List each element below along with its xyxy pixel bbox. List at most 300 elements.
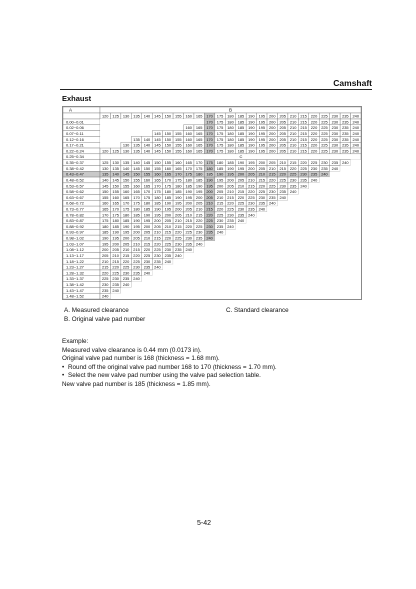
pad-value: 215 [195, 212, 203, 218]
range-label: 0.25~0.34 [66, 154, 84, 160]
pad-value: 225 [185, 229, 192, 235]
pad-value: 145 [143, 160, 151, 166]
pad-value: 240 [248, 212, 255, 218]
empty-cell [330, 241, 340, 247]
range-label: 0.22~0.24 [66, 148, 84, 154]
empty-cell [288, 287, 298, 293]
legend-right [226, 307, 289, 316]
empty-cell [288, 229, 298, 235]
pad-value: 185 [237, 125, 245, 131]
pad-value: 210 [143, 235, 151, 241]
pad-value: 205 [279, 136, 286, 142]
pad-value: 190 [112, 229, 119, 235]
pad-value: 205 [279, 142, 286, 148]
pad-value: 205 [143, 229, 151, 235]
pad-value: 190 [216, 171, 224, 177]
pad-value: 200 [248, 165, 255, 171]
pad-value: 170 [206, 131, 213, 137]
pad-value: 170 [143, 189, 151, 195]
pad-value: 170 [185, 165, 192, 171]
pad-value: 235 [289, 183, 297, 189]
pad-value: 125 [112, 148, 119, 154]
header-title: Camshaft [333, 78, 372, 88]
pad-value: 175 [216, 131, 224, 137]
pad-value: 180 [154, 194, 161, 200]
pad-value: 135 [133, 148, 140, 154]
empty-cell [204, 287, 214, 293]
pad-value: 180 [195, 171, 203, 177]
pad-value: 220 [112, 264, 119, 270]
pad-value: 185 [237, 131, 245, 137]
pad-value: 225 [321, 131, 328, 137]
empty-cell [340, 200, 350, 206]
empty-cell [288, 264, 298, 270]
pad-value: 220 [310, 131, 318, 137]
empty-cell [257, 241, 267, 247]
empty-cell [330, 282, 340, 288]
legend-b: B. Original valve pad number [64, 315, 146, 323]
empty-cell [225, 258, 235, 264]
pad-value: 235 [310, 171, 318, 177]
empty-cell [236, 229, 246, 235]
pad-header-label: 135 [133, 113, 140, 119]
empty-cell [340, 241, 350, 247]
pad-value: 160 [185, 142, 192, 148]
empty-cell [110, 136, 120, 142]
empty-cell [319, 212, 329, 218]
empty-cell [184, 253, 194, 259]
pad-value: 185 [237, 136, 245, 142]
range-label: 0.00~0.01 [66, 119, 84, 125]
empty-cell [319, 206, 329, 212]
empty-cell [267, 253, 277, 259]
empty-cell [100, 142, 110, 148]
pad-value: 130 [122, 148, 130, 154]
range-label: 0.07~0.11 [66, 131, 84, 137]
pad-value: 170 [206, 142, 213, 148]
pad-value: 210 [175, 218, 182, 224]
pad-header-label: 125 [112, 113, 119, 119]
empty-cell [288, 194, 298, 200]
pad-value: 240 [175, 252, 182, 258]
pad-value: 135 [122, 160, 130, 166]
empty-cell [330, 287, 340, 293]
range-label: 1.18~1.22 [66, 258, 84, 264]
pad-value: 205 [279, 131, 286, 137]
pad-value: 235 [279, 189, 286, 195]
empty-cell [351, 218, 361, 224]
pad-value: 185 [227, 160, 234, 166]
pad-value: 175 [206, 160, 213, 166]
empty-cell [298, 247, 308, 253]
pad-value: 215 [248, 183, 255, 189]
pad-value: 205 [101, 252, 109, 258]
empty-cell [110, 131, 120, 137]
empty-cell [330, 270, 340, 276]
pad-value: 220 [258, 183, 266, 189]
pad-value: 235 [321, 165, 328, 171]
empty-cell [246, 258, 256, 264]
pad-value: 180 [143, 200, 151, 206]
empty-cell [277, 282, 287, 288]
pad-value: 215 [164, 229, 172, 235]
pad-header-label: 180 [227, 113, 234, 119]
pad-value: 230 [237, 206, 245, 212]
pad-value: 160 [164, 165, 172, 171]
empty-cell [225, 293, 235, 299]
pad-value: 180 [227, 125, 234, 131]
pad-value: 235 [175, 247, 182, 253]
pad-value: 210 [289, 148, 297, 154]
pad-value: 190 [248, 119, 255, 125]
pad-value: 225 [321, 125, 328, 131]
empty-cell [351, 160, 361, 166]
empty-cell [340, 224, 350, 230]
pad-value: 175 [216, 125, 224, 131]
pad-value: 230 [331, 131, 339, 137]
empty-cell [340, 253, 350, 259]
empty-cell [194, 270, 204, 276]
pad-header-label: 145 [154, 113, 161, 119]
corner-label-a: A [69, 107, 73, 113]
pad-value: 220 [279, 171, 286, 177]
empty-cell [131, 131, 141, 137]
range-label: 0.12~0.16 [66, 136, 84, 142]
empty-cell [340, 165, 350, 171]
pad-value: 215 [300, 131, 307, 137]
range-label: 0.48~0.52 [66, 177, 84, 183]
range-label: 0.83~0.87 [66, 218, 84, 224]
pad-value: 210 [122, 247, 130, 253]
pad-value: 235 [342, 131, 349, 137]
pad-value: 180 [164, 189, 172, 195]
pad-value: 175 [216, 136, 224, 142]
pad-value: 150 [112, 183, 119, 189]
empty-cell [163, 287, 173, 293]
pad-value: 170 [206, 119, 213, 125]
pad-value: 160 [154, 171, 161, 177]
empty-cell [298, 270, 308, 276]
range-label: 1.33~1.37 [66, 276, 84, 282]
empty-cell [257, 247, 267, 253]
pad-value: 165 [195, 125, 203, 131]
pad-value: 210 [289, 136, 297, 142]
pad-value: 235 [185, 241, 192, 247]
pad-value: 240 [331, 165, 339, 171]
empty-cell [131, 287, 141, 293]
empty-cell [225, 229, 235, 235]
pad-value: 230 [164, 247, 172, 253]
pad-value: 205 [122, 241, 130, 247]
pad-value: 155 [143, 171, 151, 177]
empty-cell [152, 125, 162, 131]
range-label: 0.58~0.62 [66, 189, 84, 195]
empty-cell [121, 119, 131, 125]
pad-value: 200 [269, 142, 276, 148]
empty-cell [309, 270, 319, 276]
pad-value: 125 [101, 160, 109, 166]
pad-value: 210 [248, 177, 255, 183]
empty-cell [298, 229, 308, 235]
empty-cell [184, 293, 194, 299]
pad-value: 235 [133, 270, 140, 276]
pad-header-label: 150 [164, 113, 172, 119]
pad-header-label: 240 [352, 113, 360, 119]
empty-cell [142, 119, 152, 125]
pad-value: 200 [206, 189, 213, 195]
pad-value: 155 [101, 194, 109, 200]
pad-value: 195 [237, 165, 245, 171]
pad-value: 175 [195, 165, 203, 171]
empty-cell [131, 293, 141, 299]
pad-value: 220 [237, 194, 245, 200]
empty-cell [246, 287, 256, 293]
pad-value: 235 [216, 223, 224, 229]
empty-cell [319, 183, 329, 189]
empty-cell [330, 189, 340, 195]
pad-value: 155 [175, 131, 182, 137]
empty-cell [152, 287, 162, 293]
empty-cell [204, 270, 214, 276]
empty-cell [288, 235, 298, 241]
empty-cell [277, 264, 287, 270]
empty-cell [340, 293, 350, 299]
empty-cell [330, 206, 340, 212]
pad-value: 230 [289, 177, 297, 183]
empty-cell [257, 212, 267, 218]
pad-value: 225 [321, 142, 328, 148]
range-label: 1.23~1.27 [66, 264, 84, 270]
empty-cell [267, 235, 277, 241]
pad-value: 160 [133, 183, 140, 189]
pad-value: 200 [143, 223, 151, 229]
pad-value: 230 [331, 148, 339, 154]
empty-cell [257, 229, 267, 235]
empty-cell [319, 218, 329, 224]
empty-cell [152, 276, 162, 282]
empty-cell [330, 183, 340, 189]
pad-value: 160 [175, 160, 182, 166]
empty-cell [277, 218, 287, 224]
pad-header-label: 220 [310, 113, 318, 119]
pad-value: 225 [300, 165, 307, 171]
empty-cell [309, 206, 319, 212]
pad-value: 150 [143, 165, 151, 171]
pad-value: 130 [101, 165, 109, 171]
empty-cell [236, 282, 246, 288]
pad-value: 200 [269, 148, 276, 154]
empty-cell [330, 253, 340, 259]
pad-value: 135 [101, 171, 109, 177]
empty-cell [131, 282, 141, 288]
pad-header-label: 205 [279, 113, 286, 119]
empty-cell [246, 247, 256, 253]
pad-value: 185 [195, 177, 203, 183]
pad-value: 230 [122, 270, 130, 276]
pad-value: 210 [154, 229, 161, 235]
empty-cell [309, 235, 319, 241]
empty-cell [173, 270, 183, 276]
range-label: 0.02~0.06 [66, 125, 84, 131]
pad-value: 190 [185, 189, 192, 195]
empty-cell [100, 136, 110, 142]
pad-value: 220 [269, 177, 276, 183]
pad-value: 155 [154, 165, 161, 171]
pad-value: 210 [279, 160, 286, 166]
pad-value: 170 [122, 200, 130, 206]
pad-value: 220 [310, 125, 318, 131]
empty-cell [309, 276, 319, 282]
pad-value: 175 [143, 194, 151, 200]
pad-value: 240 [352, 125, 360, 131]
empty-cell [257, 270, 267, 276]
empty-cell [309, 229, 319, 235]
pad-value: 215 [289, 160, 297, 166]
pad-value: 240 [112, 287, 119, 293]
pad-value: 230 [321, 160, 328, 166]
range-label: 0.63~0.67 [66, 194, 84, 200]
pad-value: 205 [279, 125, 286, 131]
pad-value: 210 [112, 252, 119, 258]
legend-c: C. Standard clearance [226, 307, 289, 314]
empty-cell [319, 264, 329, 270]
pad-value: 205 [258, 165, 266, 171]
empty-cell [309, 200, 319, 206]
empty-cell [340, 282, 350, 288]
empty-cell [309, 194, 319, 200]
pad-value: 205 [175, 212, 182, 218]
pad-header-label: 165 [195, 113, 203, 119]
range-label: 1.38~1.42 [66, 281, 84, 287]
empty-cell [236, 293, 246, 299]
empty-cell [351, 276, 361, 282]
pad-value: 195 [258, 142, 266, 148]
pad-value: 240 [279, 194, 286, 200]
empty-cell [351, 287, 361, 293]
pad-value: 175 [216, 148, 224, 154]
pad-value: 230 [310, 165, 318, 171]
pad-value: 215 [300, 125, 307, 131]
empty-cell [340, 206, 350, 212]
empty-cell [351, 258, 361, 264]
pad-value: 230 [101, 281, 109, 287]
pad-value: 195 [258, 136, 266, 142]
pad-value: 195 [258, 125, 266, 131]
pad-value: 195 [206, 183, 213, 189]
pad-value: 195 [216, 177, 224, 183]
pad-value: 200 [269, 119, 276, 125]
empty-cell [351, 183, 361, 189]
pad-value: 145 [154, 148, 161, 154]
range-label: 1.13~1.17 [66, 252, 84, 258]
empty-cell [204, 241, 214, 247]
empty-cell [330, 235, 340, 241]
empty-cell [277, 229, 287, 235]
pad-value: 230 [227, 212, 234, 218]
empty-cell [288, 247, 298, 253]
pad-value: 200 [227, 177, 234, 183]
pad-value: 185 [122, 218, 130, 224]
empty-cell [340, 212, 350, 218]
empty-cell [309, 253, 319, 259]
pad-value: 175 [216, 142, 224, 148]
pad-header-label: 140 [143, 113, 151, 119]
empty-cell [319, 247, 329, 253]
empty-cell [267, 287, 277, 293]
empty-cell [194, 276, 204, 282]
pad-value: 165 [112, 200, 119, 206]
empty-cell [298, 206, 308, 212]
pad-value: 240 [227, 223, 234, 229]
pad-value: 215 [133, 247, 140, 253]
pad-value: 195 [133, 223, 140, 229]
empty-cell [163, 264, 173, 270]
empty-cell [309, 264, 319, 270]
empty-cell [288, 212, 298, 218]
pad-value: 150 [154, 160, 161, 166]
pad-value: 145 [154, 142, 161, 148]
empty-cell [288, 206, 298, 212]
empty-cell [163, 270, 173, 276]
empty-cell [142, 125, 152, 131]
empty-cell [204, 276, 214, 282]
empty-cell [121, 125, 131, 131]
pad-value: 225 [321, 119, 328, 125]
empty-cell [351, 171, 361, 177]
pad-value: 200 [195, 194, 203, 200]
pad-value: 220 [101, 270, 109, 276]
empty-cell [340, 177, 350, 183]
pad-value: 235 [258, 200, 266, 206]
pad-value: 225 [133, 258, 140, 264]
pad-value: 160 [143, 177, 151, 183]
empty-cell [163, 293, 173, 299]
empty-cell [131, 125, 141, 131]
empty-cell [340, 183, 350, 189]
empty-cell [215, 258, 225, 264]
empty-cell [184, 282, 194, 288]
pad-value: 225 [258, 189, 266, 195]
pad-value: 240 [164, 258, 172, 264]
pad-value: 180 [206, 165, 213, 171]
empty-cell [330, 194, 340, 200]
empty-cell [309, 241, 319, 247]
pad-value: 235 [164, 252, 172, 258]
pad-value: 240 [342, 160, 349, 166]
empty-cell [309, 287, 319, 293]
pad-value: 155 [175, 142, 182, 148]
pad-value: 210 [289, 125, 297, 131]
pad-value: 165 [164, 171, 172, 177]
empty-cell [298, 224, 308, 230]
empty-cell [236, 264, 246, 270]
empty-cell [184, 270, 194, 276]
pad-value: 190 [248, 125, 255, 131]
example-line-1: Measured valve clearance is 0.44 mm (0.0173 in). [62, 346, 202, 354]
empty-cell [340, 171, 350, 177]
empty-cell [215, 235, 225, 241]
pad-value: 225 [216, 212, 224, 218]
pad-value: 225 [248, 194, 255, 200]
page-number: 5-42 [197, 520, 212, 527]
pad-value: 230 [143, 258, 151, 264]
pad-value: 225 [154, 247, 161, 253]
empty-cell [194, 287, 204, 293]
empty-cell [330, 212, 340, 218]
pad-value: 210 [206, 200, 213, 206]
pad-value: 225 [112, 270, 119, 276]
empty-cell [142, 131, 152, 137]
